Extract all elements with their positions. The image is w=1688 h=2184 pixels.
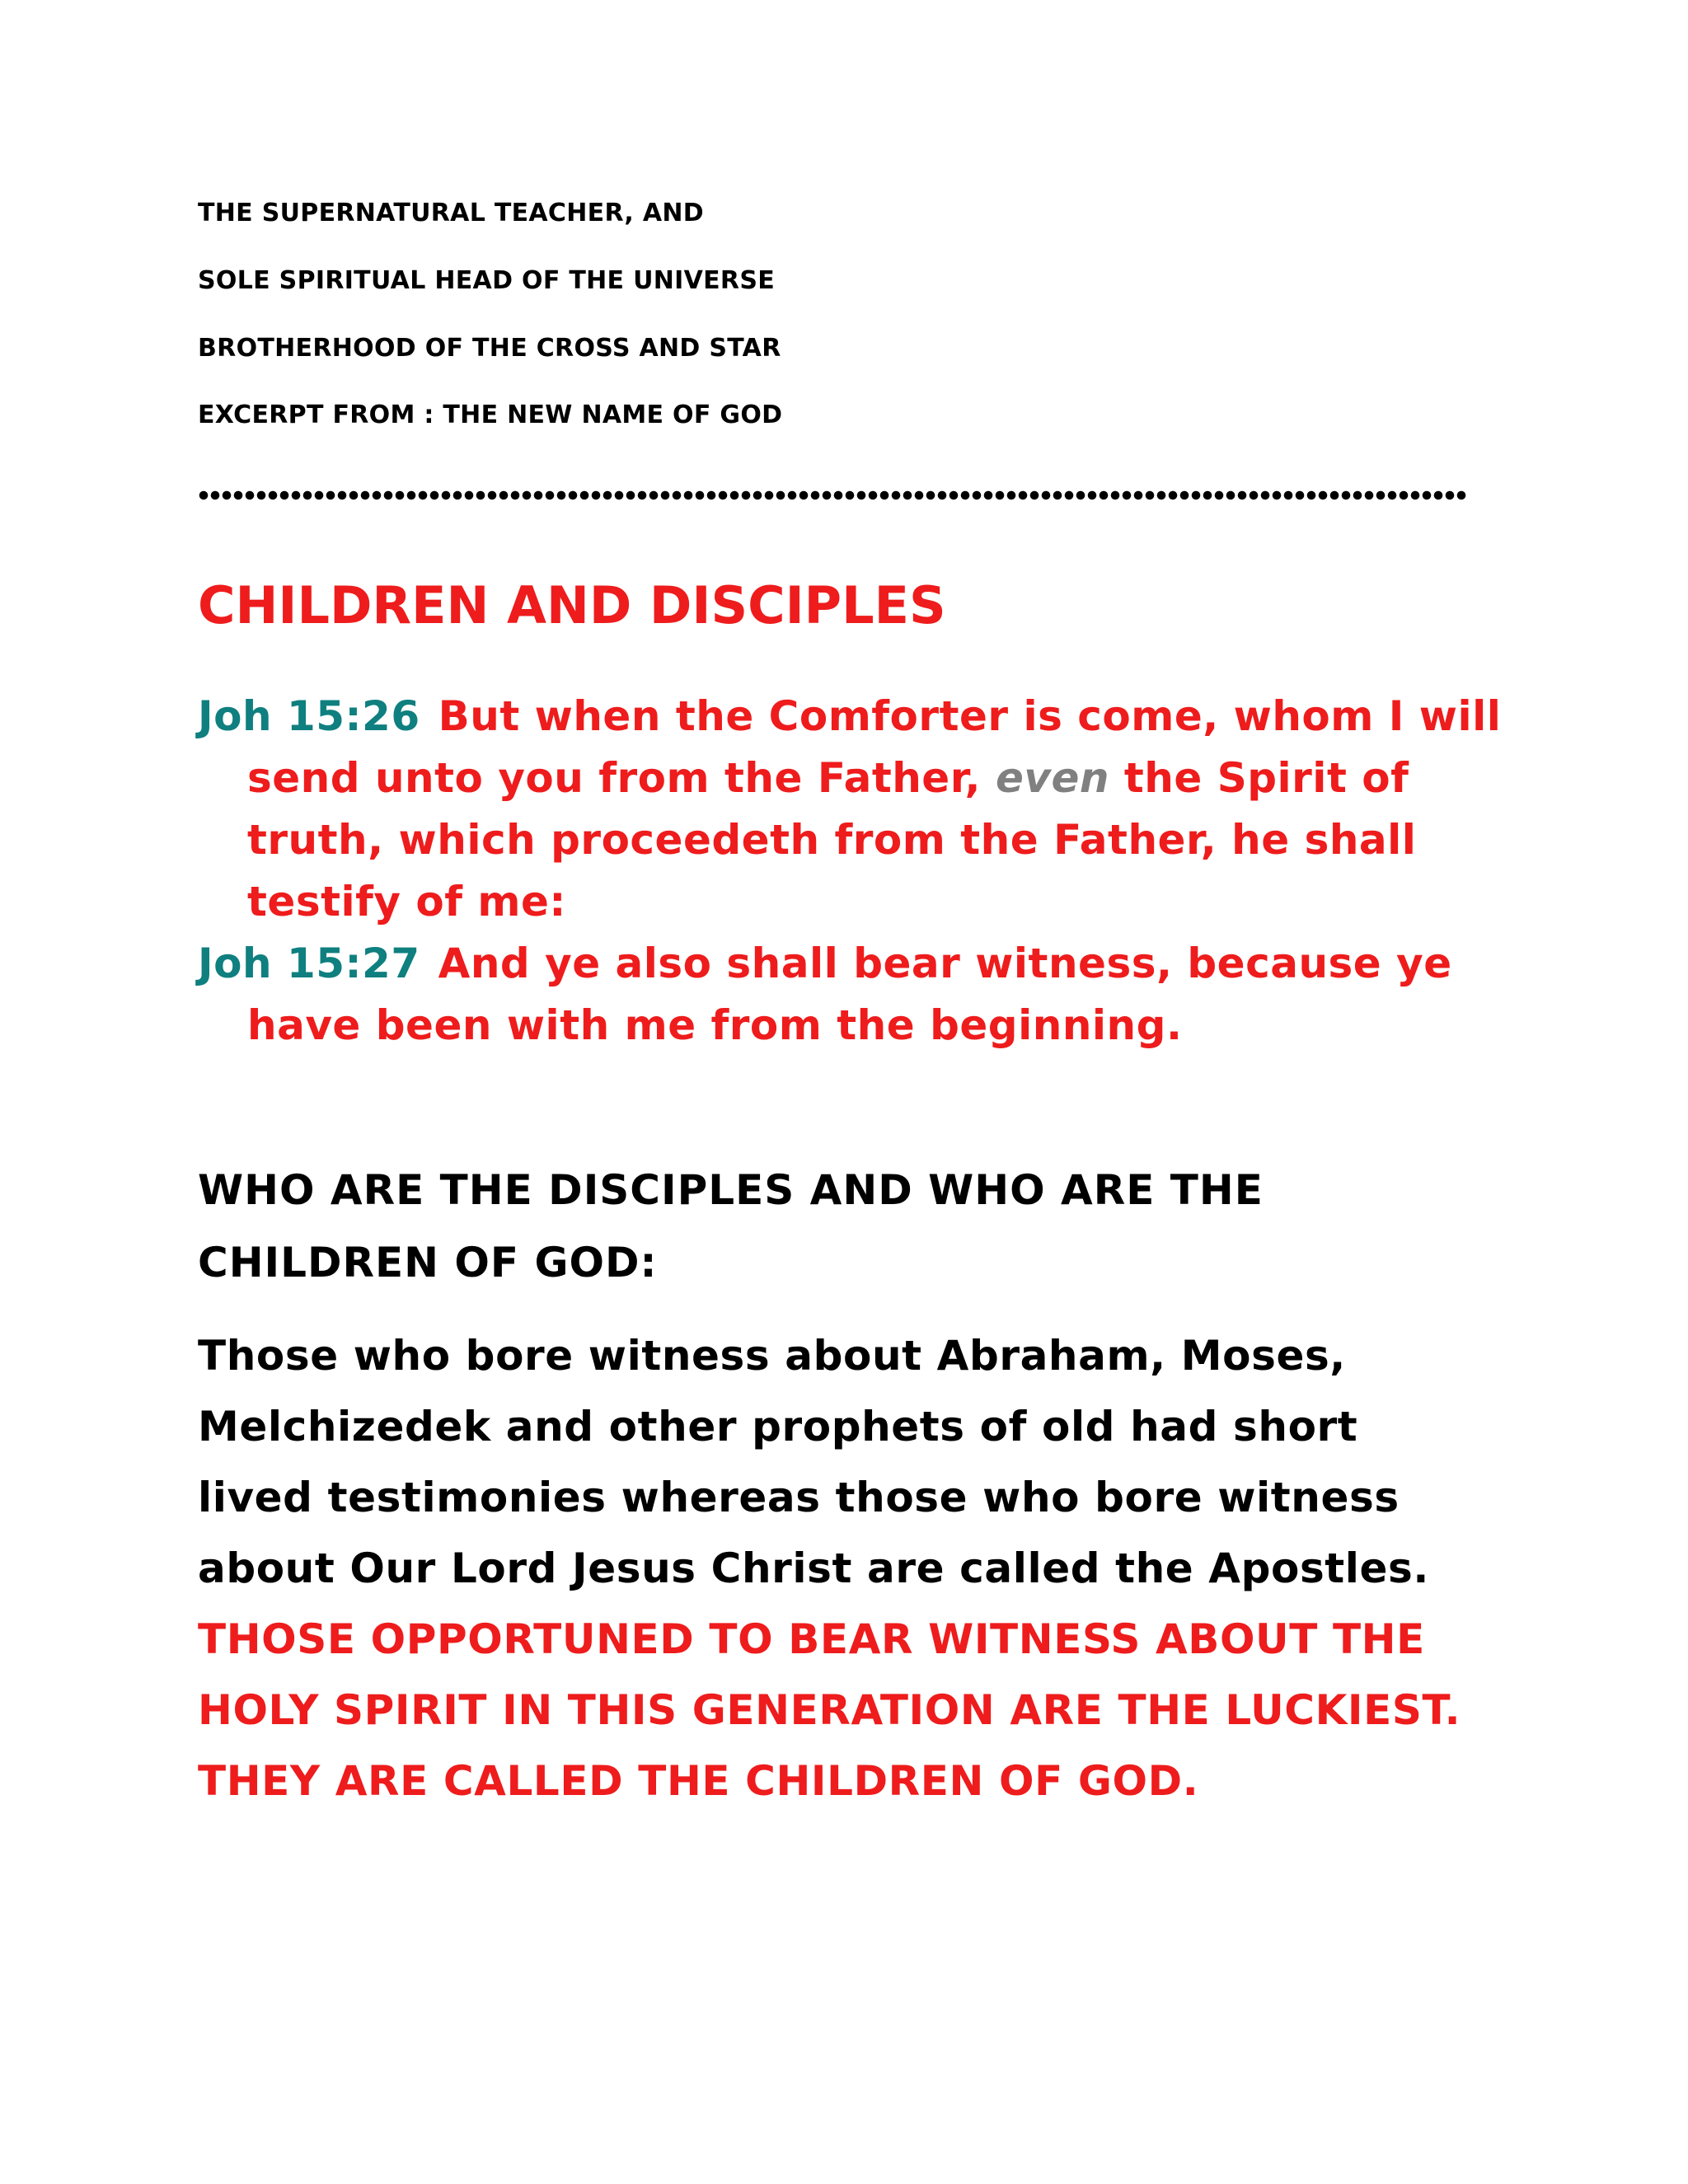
page-title: CHILDREN AND DISCIPLES [198, 575, 946, 635]
verse-italic-word: even [995, 754, 1109, 802]
header-line-4: EXCERPT FROM : THE NEW NAME OF GOD [198, 401, 783, 429]
body-text-red: THOSE OPPORTUNED TO BEAR WITNESS ABOUT THE HOLY SPIRIT IN THIS GENERATION ARE THE LUCKIEST. THEY ARE CALLED THE CHILDREN OF GOD. [198, 1615, 1461, 1805]
body-paragraph [198, 1320, 1484, 1816]
dotted-divider [198, 490, 1467, 501]
verse-john-15-26 [198, 686, 1533, 933]
header-line-2: SOLE SPIRITUAL HEAD OF THE UNIVERSE [198, 266, 776, 295]
verse-text: But when the Comforter is come, whom I will send unto you from the Father, [247, 692, 1502, 802]
header-line-3: BROTHERHOOD OF THE CROSS AND STAR [198, 334, 781, 363]
verse-reference: Joh 15:26 [198, 692, 420, 740]
verse-reference: Joh 15:27 [198, 940, 420, 987]
header-line-1: THE SUPERNATURAL TEACHER, AND [198, 199, 704, 227]
verse-text: the Spirit of truth, which proceedeth from the Father, he shall testify of me: [247, 754, 1417, 926]
verse-john-15-27 [198, 933, 1533, 1057]
section-question: WHO ARE THE DISCIPLES AND WHO ARE THE CHILDREN OF GOD: [198, 1166, 1264, 1286]
body-text-black: Those who bore witness about Abraham, Moses, Melchizedek and other prophets of old had short lived testimonies whereas those who bore witness about Our Lord Jesus Christ are called the Apostles. [198, 1332, 1430, 1592]
verse-text: And ye also shall bear witness, because ye have been with me from the beginning. [247, 940, 1452, 1049]
